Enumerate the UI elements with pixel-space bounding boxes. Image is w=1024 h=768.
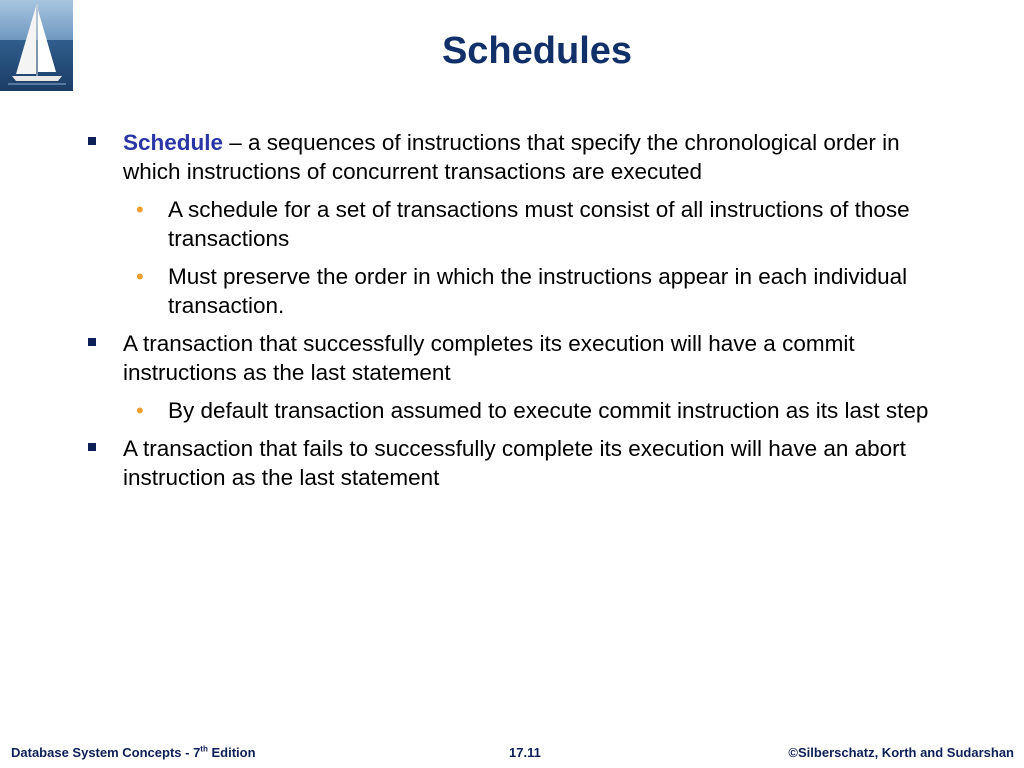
sub-list-item: [0, 396, 943, 425]
sub-list-item: [0, 195, 943, 253]
item-text: A transaction that fails to successfully complete its execution will have an abort instruction as the last statement: [123, 436, 906, 490]
square-bullet-icon: [88, 443, 96, 451]
round-bullet-icon: •: [136, 197, 144, 222]
round-bullet-icon: •: [136, 398, 144, 423]
footer-copyright: ©Silberschatz, Korth and Sudarshan: [788, 745, 1014, 760]
list-item: [0, 434, 943, 492]
square-bullet-icon: [88, 137, 96, 145]
keyword-schedule: Schedule: [123, 130, 224, 155]
item-text: – a sequences of instructions that specify the chronological order in which instructions of concurrent transactions are executed: [123, 130, 900, 184]
sub-item-text: By default transaction assumed to execute commit instruction as its last step: [168, 398, 929, 423]
footer-page-number: 17.11: [509, 745, 541, 760]
slide-footer: [0, 745, 1024, 765]
item-text: A transaction that successfully completes its execution will have a commit instructions as the last statement: [123, 331, 855, 385]
square-bullet-icon: [88, 338, 96, 346]
sub-list-item: [0, 262, 943, 320]
sub-item-text: A schedule for a set of transactions must consist of all instructions of those transactions: [168, 197, 910, 251]
round-bullet-icon: •: [136, 264, 144, 289]
footer-book-title: Database System Concepts - 7th Edition: [11, 744, 256, 760]
sub-item-text: Must preserve the order in which the instructions appear in each individual transaction.: [168, 264, 908, 318]
list-item: [0, 329, 943, 387]
list-item: [0, 128, 943, 186]
slide-title: Schedules: [441, 30, 633, 72]
slide-content: [0, 128, 1024, 492]
